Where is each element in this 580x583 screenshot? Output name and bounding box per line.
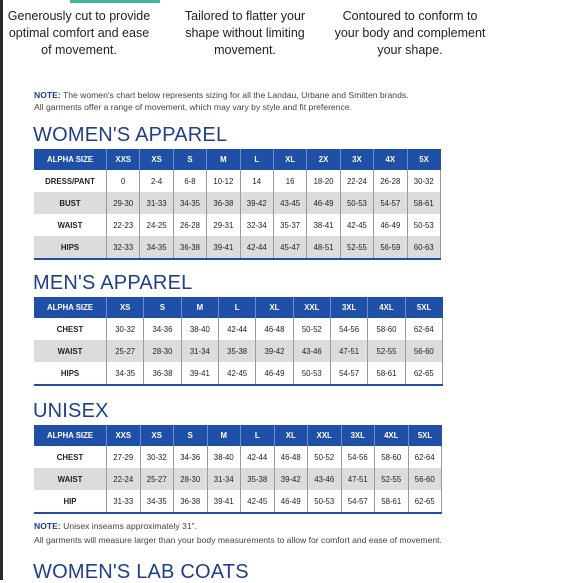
size-header-cell: XXL [293, 297, 330, 318]
size-value-cell: 54-56 [330, 318, 367, 340]
size-value-cell: 22-24 [340, 170, 373, 192]
fit-description-relaxed: Generously cut to provide optimal comfort and ease of movement. [7, 9, 151, 57]
table-row [34, 214, 441, 236]
left-edge-bar [0, 0, 3, 580]
size-header-cell: M [181, 297, 218, 318]
size-value-cell: 22-24 [107, 468, 141, 490]
size-value-cell: 58-60 [368, 318, 405, 340]
table-row [34, 236, 441, 259]
top-note-line1: The women's chart below represents sizing for all the Landau, Urbane and Smitten brands. [62, 90, 409, 100]
size-value-cell: 54-56 [341, 446, 375, 468]
size-value-cell: 6-8 [173, 170, 206, 192]
size-value-cell: 50-53 [407, 214, 440, 236]
size-header-cell: L [240, 149, 273, 170]
alpha-size-header: ALPHA SIZE [34, 425, 107, 446]
size-header-cell: 4XL [368, 297, 405, 318]
size-value-cell: 43-45 [273, 192, 306, 214]
size-value-cell: 10-12 [207, 170, 240, 192]
size-header-cell: XL [273, 149, 306, 170]
row-label-cell: CHEST [34, 318, 107, 340]
row-label-cell: HIPS [34, 362, 107, 385]
size-value-cell: 50-52 [293, 318, 330, 340]
size-value-cell: 29-30 [107, 192, 140, 214]
size-value-cell: 31-34 [207, 468, 241, 490]
size-value-cell: 62-65 [408, 490, 442, 513]
table-row [34, 446, 442, 468]
fit-description-tailored: Tailored to flatter your shape without limiting movement. [184, 9, 306, 57]
mens-apparel-title: MEN'S APPAREL [33, 272, 193, 294]
size-value-cell: 34-35 [140, 236, 173, 259]
row-label-cell: DRESS/PANT [34, 170, 107, 192]
table-header-row [34, 149, 441, 170]
size-value-cell: 42-45 [241, 490, 275, 513]
size-value-cell: 38-40 [181, 318, 218, 340]
size-value-cell: 31-34 [181, 340, 218, 362]
size-value-cell: 35-37 [273, 214, 306, 236]
size-value-cell: 54-57 [374, 192, 407, 214]
top-accent-green [70, 0, 160, 3]
table-row [34, 318, 443, 340]
size-value-cell: 35-38 [241, 468, 275, 490]
size-value-cell: 31-33 [107, 490, 141, 513]
size-header-cell: 5XL [405, 297, 442, 318]
size-value-cell: 28-30 [174, 468, 208, 490]
size-value-cell: 36-38 [174, 490, 208, 513]
size-value-cell: 43-46 [293, 340, 330, 362]
size-header-cell: 4X [374, 149, 407, 170]
size-value-cell: 36-38 [207, 192, 240, 214]
size-value-cell: 47-51 [341, 468, 375, 490]
alpha-size-header: ALPHA SIZE [34, 297, 107, 318]
size-value-cell: 36-38 [173, 236, 206, 259]
size-value-cell: 45-47 [273, 236, 306, 259]
row-label-cell: WAIST [34, 468, 107, 490]
bottom-note-label: NOTE: [34, 521, 61, 531]
size-header-cell: 4XL [375, 425, 409, 446]
size-header-cell: XXL [308, 425, 342, 446]
size-value-cell: 43-46 [308, 468, 342, 490]
size-value-cell: 52-55 [375, 468, 409, 490]
size-header-cell: XS [140, 425, 174, 446]
size-value-cell: 46-49 [274, 490, 308, 513]
size-value-cell: 54-57 [341, 490, 375, 513]
size-value-cell: 32-33 [107, 236, 140, 259]
unisex-size-table [34, 425, 442, 514]
size-header-cell: S [144, 297, 181, 318]
size-value-cell: 38-41 [307, 214, 340, 236]
size-value-cell: 46-49 [307, 192, 340, 214]
table-row [34, 490, 442, 513]
top-accent-strip [0, 0, 580, 4]
table-header-row [34, 297, 443, 318]
size-value-cell: 25-27 [140, 468, 174, 490]
size-header-cell: XL [274, 425, 308, 446]
size-value-cell: 24-25 [140, 214, 173, 236]
size-header-cell: 3XL [330, 297, 367, 318]
size-value-cell: 26-28 [374, 170, 407, 192]
size-value-cell: 14 [240, 170, 273, 192]
size-header-cell: XS [140, 149, 173, 170]
size-value-cell: 46-49 [256, 362, 293, 385]
size-value-cell: 39-42 [240, 192, 273, 214]
womens-lab-coats-title: WOMEN'S LAB COATS [33, 561, 249, 583]
size-value-cell: 56-59 [374, 236, 407, 259]
size-value-cell: 2-4 [140, 170, 173, 192]
size-value-cell: 58-61 [375, 490, 409, 513]
size-value-cell: 46-48 [256, 318, 293, 340]
fit-descriptions [0, 8, 580, 62]
size-header-cell: 5XL [408, 425, 442, 446]
size-value-cell: 42-45 [340, 214, 373, 236]
size-value-cell: 62-64 [408, 446, 442, 468]
size-value-cell: 35-38 [218, 340, 255, 362]
size-value-cell: 50-53 [308, 490, 342, 513]
unisex-title: UNISEX [33, 400, 109, 422]
size-value-cell: 46-48 [274, 446, 308, 468]
size-header-cell: 3XL [341, 425, 375, 446]
size-value-cell: 26-28 [173, 214, 206, 236]
size-header-cell: M [207, 425, 241, 446]
size-header-cell: 2X [307, 149, 340, 170]
table-row [34, 340, 443, 362]
size-header-cell: L [241, 425, 275, 446]
womens-apparel-title: WOMEN'S APPAREL [33, 124, 228, 146]
size-value-cell: 58-61 [368, 362, 405, 385]
row-label-cell: HIPS [34, 236, 107, 259]
size-value-cell: 47-51 [330, 340, 367, 362]
bottom-note-line2: All garments will measure larger than your body measurements to allow for comfort and ease of movement. [34, 535, 442, 545]
size-value-cell: 27-29 [107, 446, 141, 468]
row-label-cell: HIP [34, 490, 107, 513]
size-value-cell: 32-34 [240, 214, 273, 236]
size-value-cell: 0 [107, 170, 140, 192]
size-value-cell: 62-64 [405, 318, 442, 340]
size-value-cell: 36-38 [144, 362, 181, 385]
size-value-cell: 50-53 [340, 192, 373, 214]
size-value-cell: 39-42 [274, 468, 308, 490]
size-header-cell: XXS [107, 149, 140, 170]
row-label-cell: CHEST [34, 446, 107, 468]
size-value-cell: 58-61 [407, 192, 440, 214]
size-value-cell: 42-44 [218, 318, 255, 340]
size-value-cell: 42-44 [240, 236, 273, 259]
table-row [34, 362, 443, 385]
size-value-cell: 39-41 [181, 362, 218, 385]
row-label-cell: WAIST [34, 340, 107, 362]
size-value-cell: 56-60 [405, 340, 442, 362]
table-row [34, 468, 442, 490]
size-value-cell: 28-30 [144, 340, 181, 362]
size-value-cell: 34-35 [107, 362, 144, 385]
size-header-cell: XL [256, 297, 293, 318]
top-note-label: NOTE: [34, 90, 61, 100]
size-value-cell: 16 [273, 170, 306, 192]
table-row [34, 192, 441, 214]
size-value-cell: 54-57 [330, 362, 367, 385]
size-value-cell: 34-35 [140, 490, 174, 513]
size-value-cell: 39-42 [256, 340, 293, 362]
size-value-cell: 52-55 [340, 236, 373, 259]
size-value-cell: 52-55 [368, 340, 405, 362]
size-value-cell: 38-40 [207, 446, 241, 468]
size-value-cell: 22-23 [107, 214, 140, 236]
size-value-cell: 30-32 [407, 170, 440, 192]
alpha-size-header: ALPHA SIZE [34, 149, 107, 170]
size-value-cell: 30-32 [107, 318, 144, 340]
size-value-cell: 62-65 [405, 362, 442, 385]
size-header-cell: 5X [407, 149, 440, 170]
size-header-cell: L [218, 297, 255, 318]
bottom-note [34, 519, 554, 547]
size-value-cell: 42-44 [241, 446, 275, 468]
size-header-cell: 3X [340, 149, 373, 170]
table-header-row [34, 425, 442, 446]
size-value-cell: 29-31 [207, 214, 240, 236]
womens-size-table [34, 149, 441, 260]
size-value-cell: 39-41 [207, 490, 241, 513]
table-row [34, 170, 441, 192]
row-label-cell: BUST [34, 192, 107, 214]
size-value-cell: 46-49 [374, 214, 407, 236]
size-value-cell: 30-32 [140, 446, 174, 468]
top-note-line2: All garments offer a range of movement, which may vary by style and fit preference. [34, 102, 352, 112]
mens-size-table [34, 297, 443, 386]
size-value-cell: 42-45 [218, 362, 255, 385]
size-value-cell: 50-53 [293, 362, 330, 385]
size-value-cell: 25-27 [107, 340, 144, 362]
size-value-cell: 34-35 [173, 192, 206, 214]
size-value-cell: 39-41 [207, 236, 240, 259]
size-header-cell: M [207, 149, 240, 170]
size-value-cell: 18-20 [307, 170, 340, 192]
top-note [34, 89, 554, 113]
size-value-cell: 60-63 [407, 236, 440, 259]
size-value-cell: 34-36 [144, 318, 181, 340]
size-header-cell: S [173, 149, 206, 170]
size-header-cell: S [174, 425, 208, 446]
size-value-cell: 31-33 [140, 192, 173, 214]
row-label-cell: WAIST [34, 214, 107, 236]
bottom-note-line1: Unisex inseams approximately 31". [63, 521, 198, 531]
size-value-cell: 34-36 [174, 446, 208, 468]
size-header-cell: XS [107, 297, 144, 318]
size-value-cell: 48-51 [307, 236, 340, 259]
fit-description-contoured: Contoured to conform to your body and complement your shape. [334, 9, 486, 57]
size-value-cell: 56-60 [408, 468, 442, 490]
size-value-cell: 58-60 [375, 446, 409, 468]
size-value-cell: 50-52 [308, 446, 342, 468]
size-header-cell: XXS [107, 425, 141, 446]
